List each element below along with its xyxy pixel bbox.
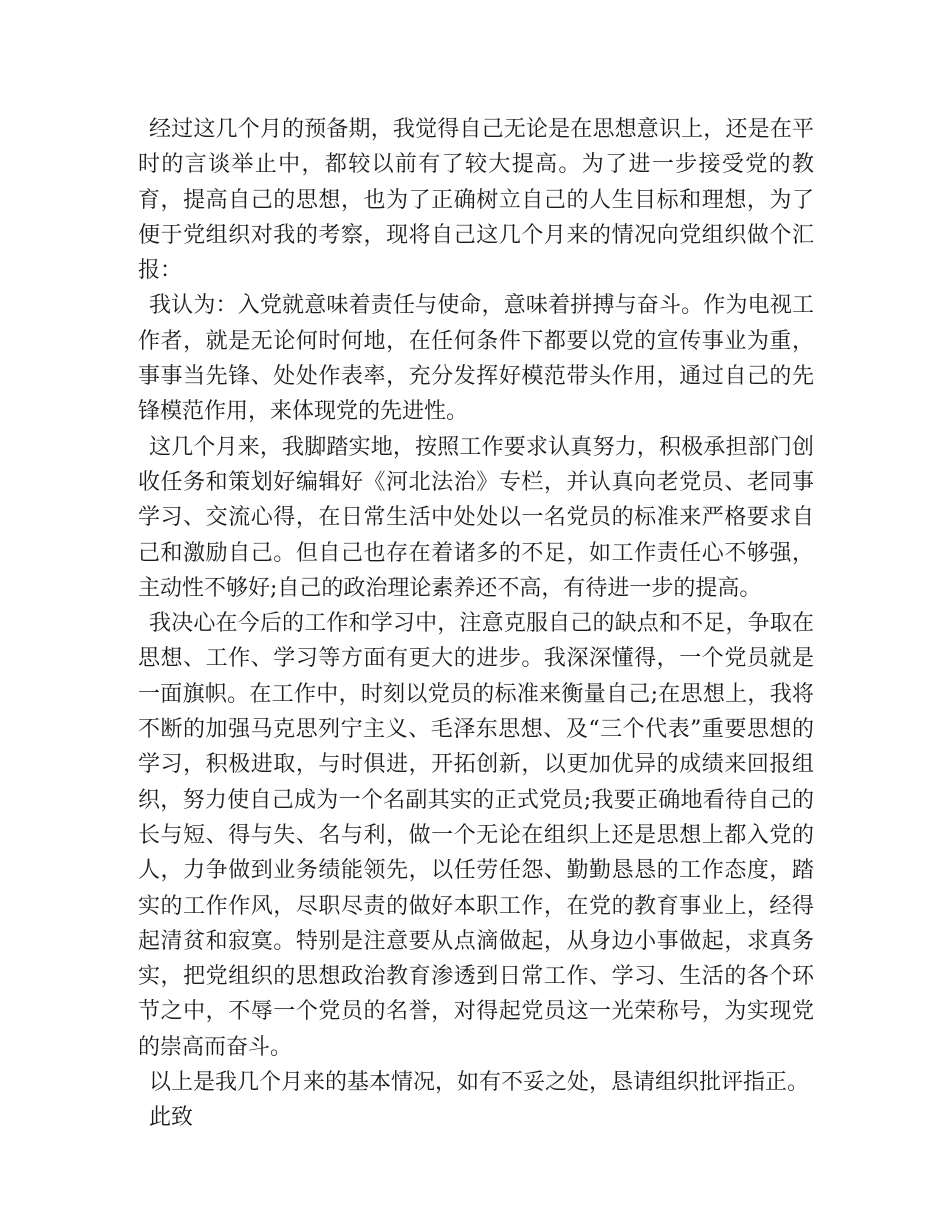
paragraph-resolution: 我决心在今后的工作和学习中，注意克服自己的缺点和不足，争取在思想、工作、学习等方面有更大的进步。我深深懂得，一个党员就是一面旗帜。在工作中，时刻以党员的标准来衡量自己;在思想上，我将不断的加强马克思列宁主义、毛泽东思想、及“三个代表”重要思想的学习，积极进取，与时俱进，开拓创新，以更加优异的成绩来回报组织，努力使自己成为一个名副其实的正式党员;我要正确地看待自己的长与短、得与失、名与利，做一个无论在组织上还是思想上都入党的人，力争做到业务绩能领先，以任劳任怨、勤勤恳恳的工作态度，踏实的工作作风，尽职尽责的做好本职工作，在党的教育事业上，经得起清贫和寂寞。特别是注意要从点滴做起，从身边小事做起，求真务实，把党组织的思想政治教育渗透到日常工作、学习、生活的各个环节之中，不辱一个党员的名誉，对得起党员这一光荣称号，为实现党的崇高而奋斗。	[138, 611, 814, 1060]
document-body	[138, 112, 814, 1136]
paragraph-closing: 此致	[149, 1105, 194, 1131]
paragraph-understanding: 我认为：入党就意味着责任与使命，意味着拼搏与奋斗。作为电视工作者，就是无论何时何地，在任何条件下都要以党的宣传事业为重，事事当先锋、处处作表率，充分发挥好模范带头作用，通过自己的先锋模范作用，来体现党的先进性。	[138, 293, 814, 425]
paragraph-intro: 经过这几个月的预备期，我觉得自己无论是在思想意识上，还是在平时的言谈举止中，都较以前有了较大提高。为了进一步接受党的教育，提高自己的思想，也为了正确树立自己的人生目标和理想，为了便于党组织对我的考察，现将自己这几个月来的情况向党组织做个汇报：	[138, 117, 814, 284]
paragraph-summary: 以上是我几个月来的基本情况，如有不妥之处，恳请组织批评指正。	[149, 1070, 810, 1096]
paragraph-recent-work: 这几个月来，我脚踏实地，按照工作要求认真努力，积极承担部门创收任务和策划好编辑好《河北法治》专栏，并认真向老党员、老同事学习、交流心得，在日常生活中处处以一名党员的标准来严格要求自己和激励自己。但自己也存在着诸多的不足，如工作责任心不够强，主动性不够好;自己的政治理论素养还不高，有待进一步的提高。	[138, 434, 814, 601]
